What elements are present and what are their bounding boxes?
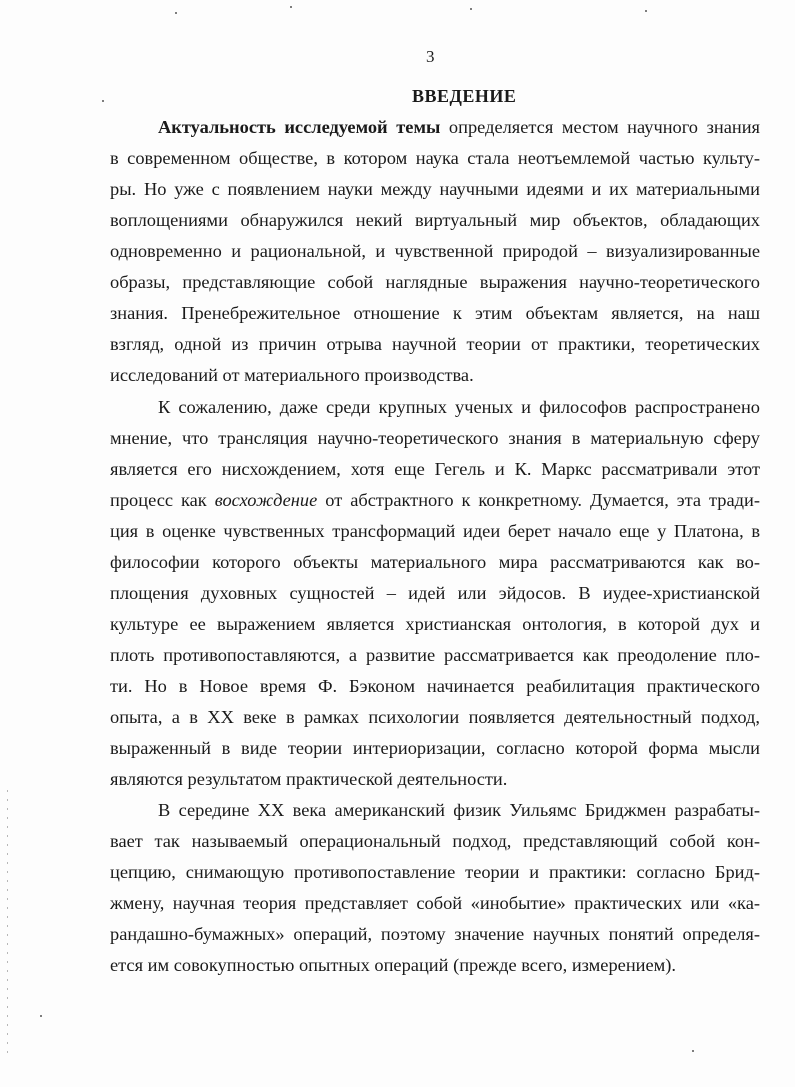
paragraph-line	[110, 112, 760, 143]
paragraph-line: плоть противопоставляются, а развитие рассматривается как преодоление пло-	[110, 645, 760, 665]
paragraph-line: культуре ее выражением является христианская онтология, в которой дух и	[110, 614, 760, 634]
paragraph-line: является его нисхождением, хотя еще Гегель и К. Маркс рассматривали этот	[110, 459, 760, 479]
paragraph-line: мнение, что трансляция научно-теоретического знания в материальную сферу	[110, 428, 760, 448]
scan-speck	[692, 1050, 694, 1052]
paragraph-relevance	[110, 112, 760, 391]
paragraph-line: в современном обществе, в котором наука стала неотъемлемой частью культу-	[110, 148, 760, 168]
paragraph-line: одновременно и рациональной, и чувственной природой – визуализированные	[110, 241, 760, 261]
paragraph-line: ры. Но уже с появлением науки между научными идеями и их материальными	[110, 179, 760, 199]
paragraph-line: В середине XX века американский физик Уильямс Бриджмен разрабаты-	[158, 800, 760, 820]
paragraph-regret	[110, 392, 760, 795]
scan-edge-noise	[7, 790, 8, 1060]
section-heading: ВВЕДЕНИЕ	[412, 86, 517, 106]
scan-speck	[645, 10, 647, 12]
paragraph-line: взгляд, одной из причин отрыва научной теории от практики, теоретических	[110, 334, 760, 354]
relevance-lead-bold: Актуальность исследуемой темы	[158, 117, 441, 137]
paragraph-line: рандашно-бумажных» операций, поэтому значение научных понятий определя-	[110, 924, 760, 944]
paragraph-line: исследований от материального производства.	[110, 365, 474, 385]
paragraph-line: философии которого объекты материального мира рассматриваются как во-	[110, 552, 760, 572]
paragraph-line: воплощениями обнаружился некий виртуальный мир объектов, обладающих	[110, 210, 760, 230]
paragraph-line: опыта, а в XX веке в рамках психологии появляется деятельностный подход,	[110, 707, 760, 727]
relevance-lead-rest: определяется местом научного знания	[440, 117, 761, 137]
paragraph-line	[110, 485, 760, 516]
paragraph-line: жмену, научная теория представляет собой «инобытие» практических или «ка-	[110, 893, 760, 913]
italic-line-before: процесс как	[110, 490, 215, 510]
paragraph-bridgman	[110, 795, 760, 981]
italic-line-after: от абстрактного к конкретному. Думается, эта тради-	[317, 490, 760, 510]
paragraph-line: образы, представляющие собой наглядные выражения научно-теоретического	[110, 272, 760, 292]
paragraph-line: выраженный в виде теории интериоризации, согласно которой форма мысли	[110, 738, 760, 758]
italic-word-ascent: восхождение	[214, 490, 318, 510]
paragraph-line: вает так называемый операциональный подход, представляющий собой кон-	[110, 831, 760, 851]
paragraph-line: К сожалению, даже среди крупных ученых и философов распространено	[158, 397, 760, 417]
page-number: 3	[426, 47, 435, 66]
paragraph-line: являются результатом практической деятельности.	[110, 769, 508, 789]
scan-speck	[470, 8, 472, 10]
paragraph-line: ти. Но в Новое время Ф. Бэконом начинается реабилитация практического	[110, 676, 760, 696]
paragraph-line: ция в оценке чувственных трансформаций идеи берет начало еще у Платона, в	[110, 521, 760, 541]
paragraph-line: площения духовных сущностей – идей или эйдосов. В иудее-христианской	[110, 583, 760, 603]
paragraph-line: знания. Пренебрежительное отношение к этим объектам является, на наш	[110, 303, 760, 323]
scan-speck	[175, 12, 177, 14]
paragraph-line: ется им совокупностью опытных операций (прежде всего, измерением).	[110, 955, 677, 975]
scan-speck	[290, 6, 292, 8]
scan-speck	[40, 1015, 42, 1017]
paragraph-line: цепцию, снимающую противопоставление теории и практики: согласно Брид-	[110, 862, 760, 882]
